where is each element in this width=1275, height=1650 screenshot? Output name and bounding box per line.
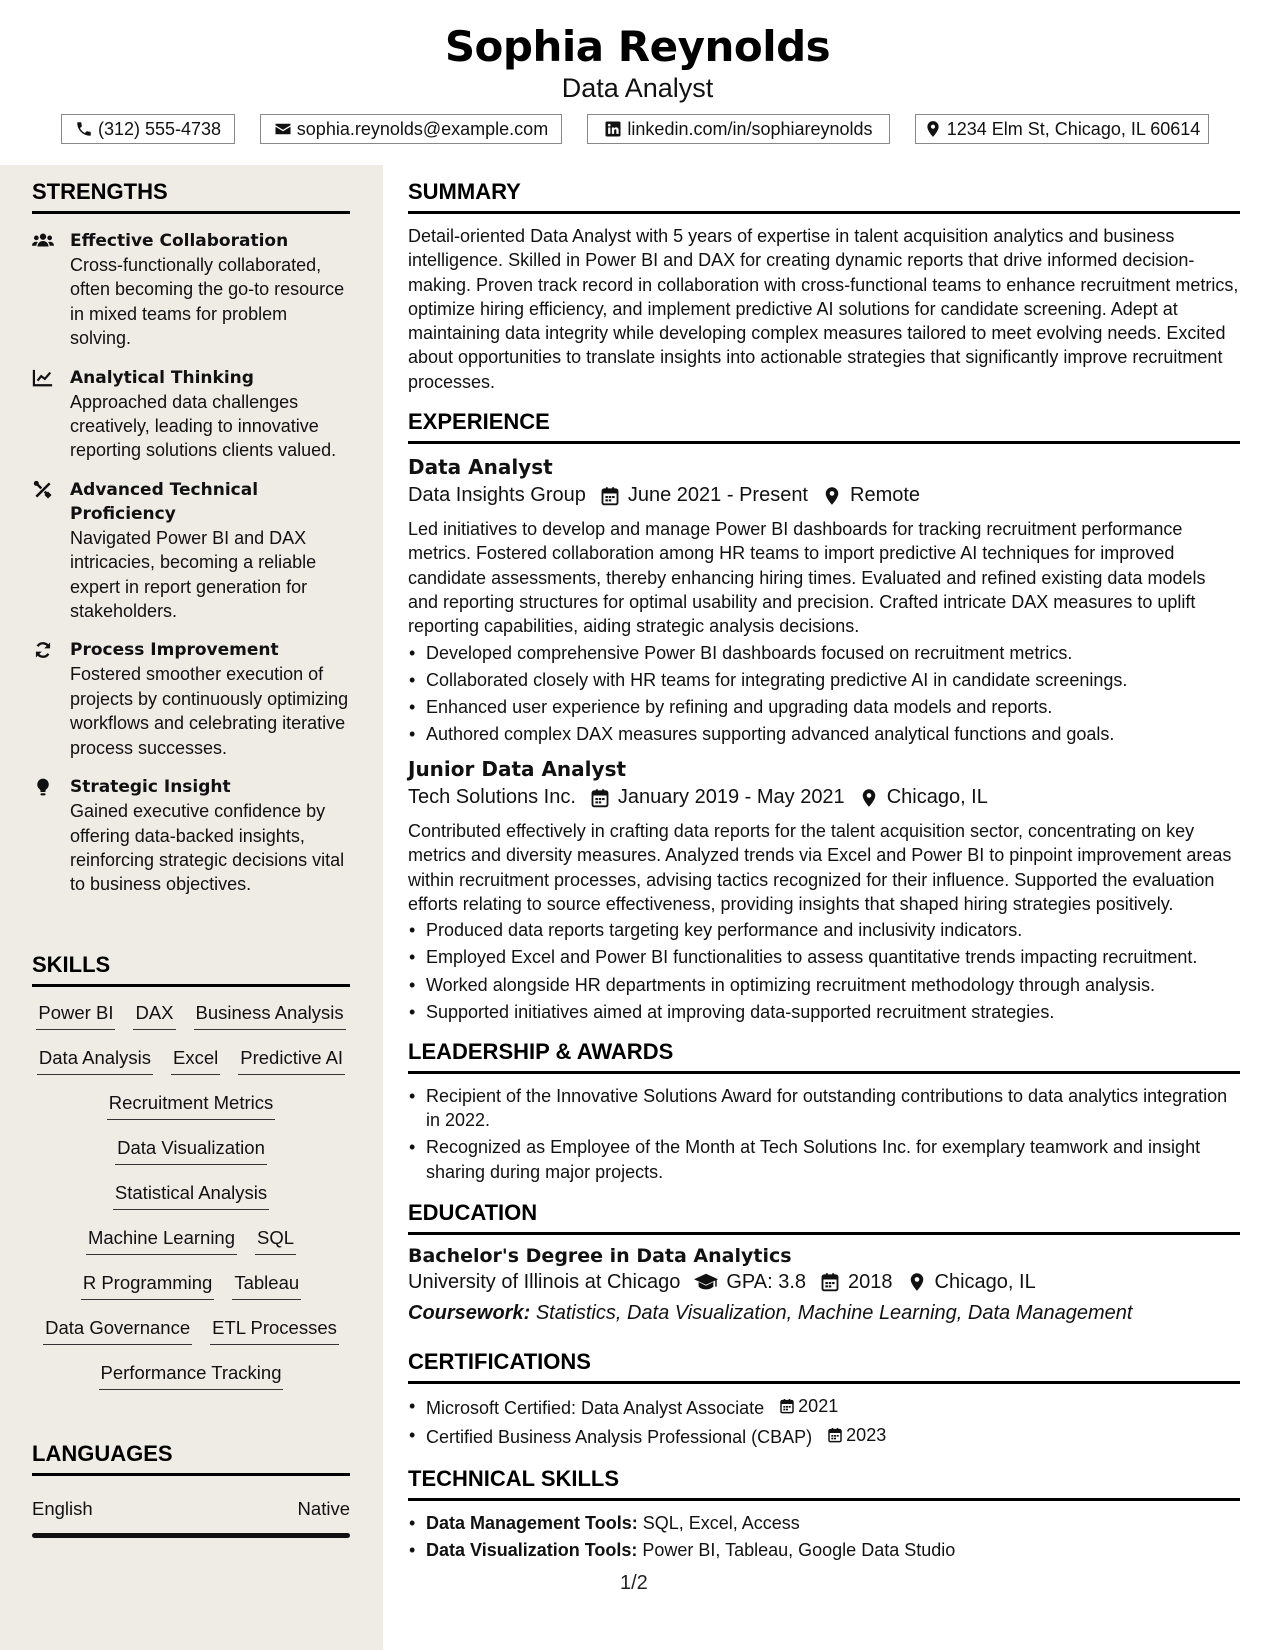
tools-icon xyxy=(32,480,54,500)
job-title: Junior Data Analyst xyxy=(408,757,627,782)
tech-skill-value: SQL, Excel, Access xyxy=(642,1512,800,1533)
skill-tag: ETL Processes xyxy=(210,1316,339,1345)
list-item xyxy=(408,1394,1240,1420)
strength-title: Effective Collaboration xyxy=(70,231,289,251)
coursework-list: Statistics, Data Visualization, Machine Learning, Data Management xyxy=(535,1301,1133,1324)
language-name: English xyxy=(32,1498,93,1519)
job-company: Data Insights Group xyxy=(408,484,586,507)
tech-skill-value: Power BI, Tableau, Google Data Studio xyxy=(642,1539,956,1560)
strengths-heading: STRENGTHS xyxy=(32,179,350,214)
coursework xyxy=(408,1302,1240,1325)
lightbulb-icon xyxy=(32,777,54,797)
skill-tag: DAX xyxy=(133,1001,175,1030)
page-number: 1/2 xyxy=(620,1572,648,1594)
strength-title: Process Improvement xyxy=(70,640,279,661)
linkedin-icon xyxy=(604,120,622,138)
contact-bar xyxy=(61,114,1209,144)
calendar-icon xyxy=(820,1272,840,1292)
certification-name: Microsoft Certified: Data Analyst Associate xyxy=(426,1398,765,1419)
list-item: • Recognized as Employee of the Month at Tech Solutions Inc. for exemplary teamwork and insight sharing during major projects. xyxy=(408,1135,1240,1184)
list-item: • Employed Excel and Power BI functionalities to assess quantitative trends impacting recruitment. xyxy=(408,945,1240,969)
coursework-label: Coursework: xyxy=(408,1301,531,1324)
strength-item xyxy=(32,366,350,463)
map-marker-icon xyxy=(822,486,842,506)
list-item: • Recipient of the Innovative Solutions Award for outstanding contributions to data analytics integration in 2022. xyxy=(408,1084,1240,1133)
map-marker-icon xyxy=(907,1272,927,1292)
tech-skill-label: Data Management Tools: xyxy=(426,1512,638,1533)
awards-section xyxy=(408,1039,1240,1184)
list-item: • Collaborated closely with HR teams for integrating predictive AI in candidate screenings. xyxy=(408,668,1240,692)
graduation-year: 2018 xyxy=(848,1270,893,1293)
gpa: GPA: 3.8 xyxy=(726,1270,807,1293)
skill-tag: Tableau xyxy=(232,1271,301,1300)
tech-skill-label: Data Visualization Tools: xyxy=(426,1539,638,1560)
job-entry xyxy=(408,756,1240,1024)
languages-heading: LANGUAGES xyxy=(32,1441,350,1476)
skill-tag: Data Visualization xyxy=(115,1136,267,1165)
skill-tag: Predictive AI xyxy=(238,1046,345,1075)
skill-tag: SQL xyxy=(255,1226,296,1255)
users-icon xyxy=(32,231,54,251)
technical-skills-list xyxy=(408,1511,1240,1562)
candidate-name: Sophia Reynolds xyxy=(444,22,831,71)
strength-item xyxy=(32,638,350,760)
calendar-icon xyxy=(590,788,610,808)
strength-item xyxy=(32,229,350,351)
contact-email[interactable] xyxy=(260,114,562,144)
certifications-list xyxy=(408,1394,1240,1450)
job-bullets xyxy=(408,641,1240,747)
list-item: • Produced data reports targeting key performance and inclusivity indicators. xyxy=(408,918,1240,942)
list-item xyxy=(408,1423,1240,1449)
strength-title: Strategic Insight xyxy=(70,777,231,798)
skill-tag: Statistical Analysis xyxy=(113,1181,269,1210)
list-item: • Worked alongside HR departments in optimizing recruitment methodology through analysis. xyxy=(408,973,1240,997)
calendar-icon xyxy=(827,1427,843,1443)
phone-text: (312) 555-4738 xyxy=(97,118,222,139)
strength-description: Approached data challenges creatively, leading to innovative reporting solutions clients valued. xyxy=(70,391,337,461)
skill-tag: Excel xyxy=(171,1046,220,1075)
map-marker-icon xyxy=(924,120,942,138)
list-item: • Developed comprehensive Power BI dashboards focused on recruitment metrics. xyxy=(408,641,1240,665)
summary-text: Detail-oriented Data Analyst with 5 years of expertise in talent acquisition analytics and business intelligence. Skilled in Power BI and DAX for creating dynamic reports that drive informed decision-making. Proven track record in collaboration with cross-functional teams to enhance recruitment metrics, optimize hiring efficiency, and implement predictive AI solutions for candidate screening. Adept at maintaining data integrity while developing complex measures tailored to meet evolving needs. Excited about opportunities to translate insights into actionable strategies that significantly improve recruitment processes. xyxy=(408,226,1239,392)
technical-skills-section xyxy=(408,1466,1240,1562)
contact-linkedin[interactable] xyxy=(587,114,890,144)
education-section xyxy=(408,1200,1240,1325)
skill-tag: R Programming xyxy=(81,1271,215,1300)
strength-description: Fostered smoother execution of projects by continuously optimizing workflows and celebrating iterative process successes. xyxy=(70,664,349,758)
job-entry xyxy=(408,454,1240,746)
sync-icon xyxy=(32,640,54,660)
job-description: Contributed effectively in crafting data reports for the talent acquisition sector, concentrating on key metrics and diversity measures. Analyzed trends via Excel and Power BI to pinpoint improvement areas within recruitment processes, advising tactics recognized for their influence. Supported the evaluation efforts relating to source effectiveness, providing insights that shaped hiring strategies positively. xyxy=(408,821,1232,915)
strength-description: Gained executive confidence by offering data-backed insights, reinforcing strategic decisions vital to business objectives. xyxy=(70,801,345,895)
education-heading: EDUCATION xyxy=(408,1200,1240,1235)
strength-item xyxy=(32,775,350,897)
list-item xyxy=(408,1511,1240,1535)
summary-section xyxy=(408,179,1240,394)
strength-title: Advanced Technical Proficiency xyxy=(70,479,259,524)
job-company: Tech Solutions Inc. xyxy=(408,786,576,809)
awards-list xyxy=(408,1084,1240,1184)
skill-tag: Power BI xyxy=(36,1001,115,1030)
skill-tag: Performance Tracking xyxy=(99,1361,284,1390)
job-meta xyxy=(408,484,1240,507)
skills-heading: SKILLS xyxy=(32,952,350,987)
map-marker-icon xyxy=(859,788,879,808)
skill-tag: Data Governance xyxy=(43,1316,192,1345)
candidate-title: Data Analyst xyxy=(561,73,714,103)
summary-heading: SUMMARY xyxy=(408,179,1240,214)
chart-line-icon xyxy=(32,368,54,388)
strengths-section xyxy=(32,179,350,897)
language-row xyxy=(32,1498,350,1520)
envelope-icon xyxy=(274,120,292,138)
graduation-cap-icon xyxy=(694,1272,718,1292)
technical-skills-heading: TECHNICAL SKILLS xyxy=(408,1466,1240,1501)
skill-tag: Recruitment Metrics xyxy=(107,1091,275,1120)
awards-heading: LEADERSHIP & AWARDS xyxy=(408,1039,1240,1074)
language-level: Native xyxy=(297,1498,350,1519)
job-title: Data Analyst xyxy=(408,455,553,480)
skill-tag: Machine Learning xyxy=(86,1226,237,1255)
skill-tag: Data Analysis xyxy=(37,1046,153,1075)
contact-phone[interactable] xyxy=(61,114,235,144)
strength-title: Analytical Thinking xyxy=(70,367,254,388)
experience-section xyxy=(408,409,1240,1024)
list-item: • Supported initiatives aimed at improving data-supported recruitment strategies. xyxy=(408,1000,1240,1024)
certifications-heading: CERTIFICATIONS xyxy=(408,1349,1240,1384)
job-meta xyxy=(408,786,1240,809)
email-text: sophia.reynolds@example.com xyxy=(296,118,549,139)
experience-heading: EXPERIENCE xyxy=(408,409,1240,444)
contact-address[interactable] xyxy=(915,114,1209,144)
job-bullets xyxy=(408,918,1240,1024)
linkedin-text: linkedin.com/in/sophiareynolds xyxy=(627,118,873,139)
certification-year: 2021 xyxy=(798,1395,839,1416)
job-dates: January 2019 - May 2021 xyxy=(617,786,845,809)
phone-icon xyxy=(75,120,93,138)
languages-section xyxy=(32,1441,350,1538)
school-name: University of Illinois at Chicago xyxy=(408,1270,681,1293)
list-item: • Authored complex DAX measures supporting advanced analytical functions and goals. xyxy=(408,722,1240,746)
calendar-icon xyxy=(779,1398,795,1414)
school-location: Chicago, IL xyxy=(934,1270,1036,1293)
calendar-icon xyxy=(600,486,620,506)
certification-year: 2023 xyxy=(846,1425,887,1446)
list-item xyxy=(408,1538,1240,1562)
job-location: Remote xyxy=(850,484,921,507)
strength-description: Navigated Power BI and DAX intricacies, becoming a reliable expert in report generation for stakeholders. xyxy=(70,527,317,622)
certification-name: Certified Business Analysis Professional (CBAP) xyxy=(426,1427,813,1448)
resume-header xyxy=(0,0,1275,165)
job-description: Led initiatives to develop and manage Power BI dashboards for tracking recruitment performance metrics. Fostered collaboration among HR teams to import predictive AI techniques for improved candidate assessments, thereby enhancing hiring times. Evaluated and refined existing data models and reporting structures for optimal usability and precision. Crafted intricate DAX measures to uplift reporting capabilities, aiding strategic analysis decisions. xyxy=(408,519,1206,637)
job-location: Chicago, IL xyxy=(886,786,988,809)
main-content xyxy=(408,165,1240,1565)
sidebar xyxy=(0,165,383,1650)
strength-description: Cross-functionally collaborated, often becoming the go-to resource in mixed teams for problem solving. xyxy=(70,255,345,349)
language-level-bar xyxy=(32,1533,350,1538)
job-dates: June 2021 - Present xyxy=(627,484,808,507)
skill-tag: Business Analysis xyxy=(194,1001,346,1030)
strength-item xyxy=(32,478,350,624)
certifications-section xyxy=(408,1349,1240,1450)
skills-section xyxy=(32,952,350,1406)
degree-title: Bachelor's Degree in Data Analytics xyxy=(408,1244,792,1267)
list-item: • Enhanced user experience by refining and upgrading data models and reports. xyxy=(408,695,1240,719)
education-meta xyxy=(408,1271,1240,1294)
address-text: 1234 Elm St, Chicago, IL 60614 xyxy=(946,118,1201,139)
